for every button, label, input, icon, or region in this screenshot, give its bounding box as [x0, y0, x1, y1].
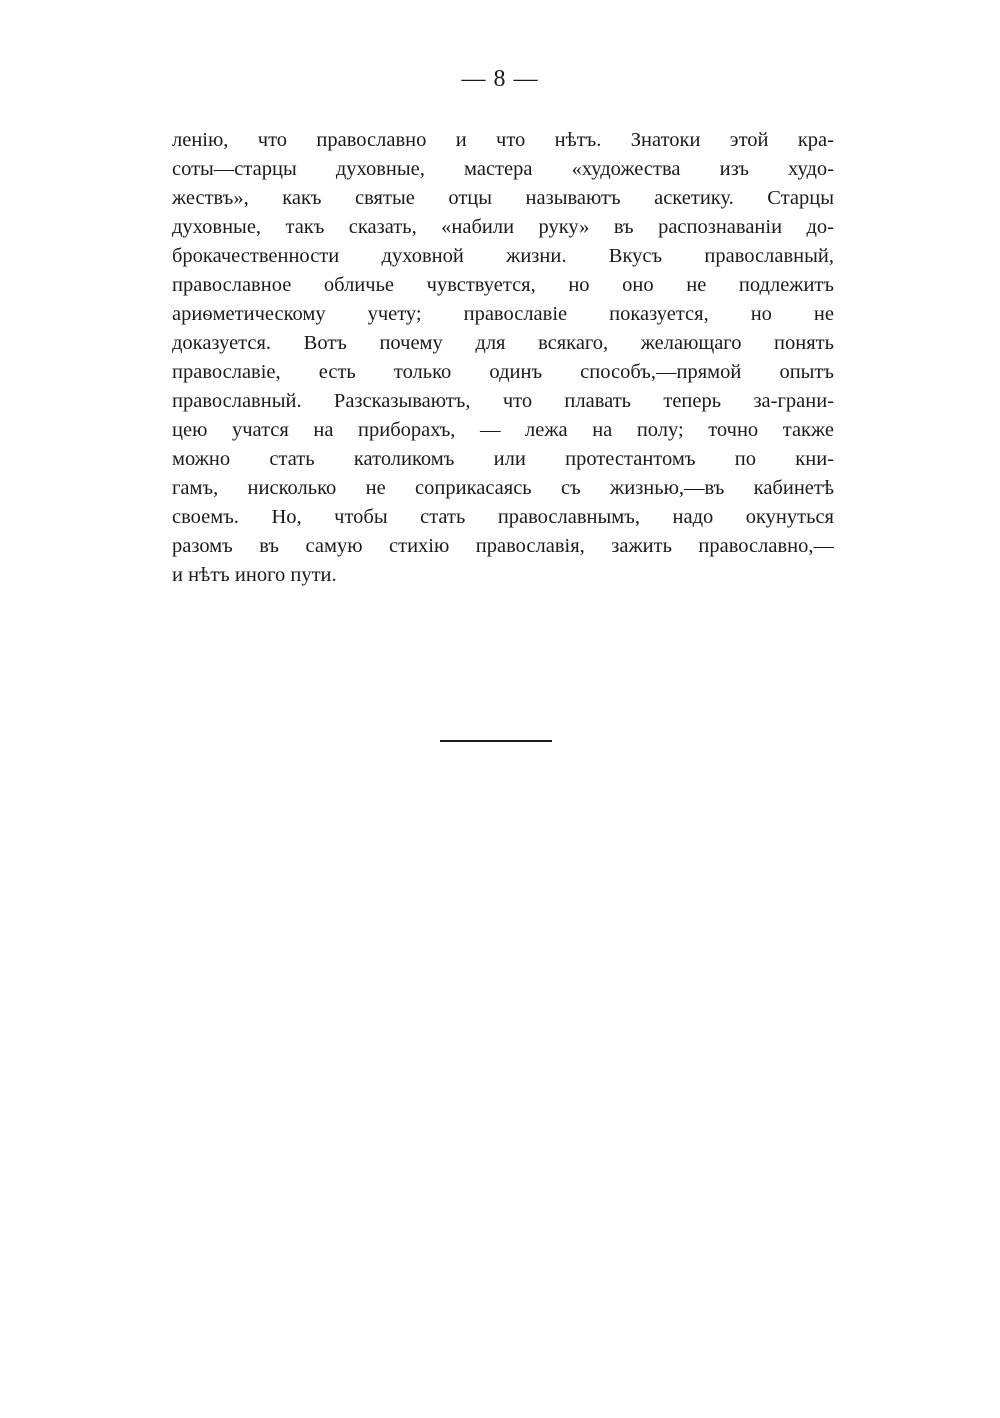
text-line: ариѳметическому учету; православіе показуется, но не: [172, 303, 834, 325]
text-line: и нѣтъ иного пути.: [172, 564, 337, 586]
text-line: православный. Разсказываютъ, что плавать теперь за-грани-: [172, 390, 834, 412]
text-line: своемъ. Но, чтобы стать православнымъ, надо окунуться: [172, 506, 834, 528]
text-line: соты—старцы духовные, мастера «художества изъ худо-: [172, 158, 834, 180]
text-line: доказуется. Вотъ почему для всякаго, желающаго понять: [172, 332, 834, 354]
text-line: разомъ въ самую стихію православія, зажить православно,—: [172, 535, 834, 557]
body-text: [172, 126, 834, 590]
text-line: цею учатся на приборахъ, — лежа на полу; точно также: [172, 419, 834, 441]
text-line: брокачественности духовной жизни. Вкусъ православный,: [172, 245, 834, 267]
text-line: ленію, что православно и что нѣтъ. Знатоки этой кра-: [172, 129, 834, 151]
text-line: православное обличье чувствуется, но оно не подлежитъ: [172, 274, 834, 296]
text-line: можно стать католикомъ или протестантомъ по кни-: [172, 448, 834, 470]
text-line: духовные, такъ сказать, «набили руку» въ распознаваніи до-: [172, 216, 834, 238]
page-number: — 8 —: [461, 66, 539, 92]
text-line: гамъ, нисколько не соприкасаясь съ жизнью,—въ кабинетѣ: [172, 477, 834, 499]
section-divider: [440, 740, 552, 742]
text-line: православіе, есть только одинъ способъ,—прямой опытъ: [172, 361, 834, 383]
text-line: жествъ», какъ святые отцы называютъ аскетику. Старцы: [172, 187, 834, 209]
